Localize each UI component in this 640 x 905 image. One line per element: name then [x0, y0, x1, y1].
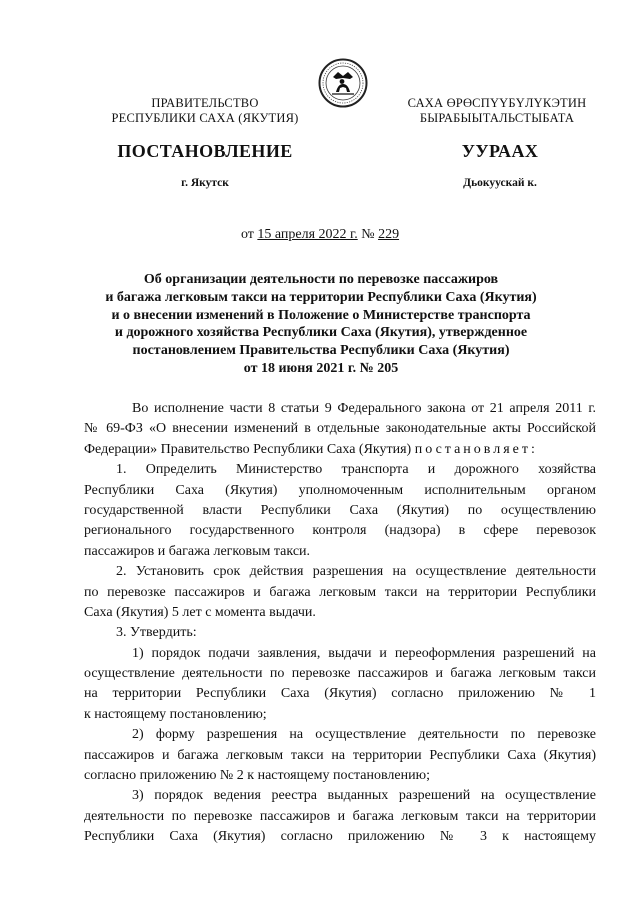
body-line: 2) форму разрешения на осуществление деятельности по перевозке — [132, 727, 596, 743]
city-ru: г. Якутск — [181, 177, 229, 189]
body-line: регионального государственного контроля (надзора) в сфере перевозок — [84, 523, 596, 539]
body-line: пассажиров и багажа легковым такси. — [84, 543, 311, 559]
doc-date: 15 апреля 2022 г. — [257, 227, 358, 242]
government-name-sah — [392, 96, 602, 126]
title-line: и дорожного хозяйства Республики Саха (Якутия), утвержденное — [114, 325, 528, 341]
government-name-ru — [96, 96, 314, 126]
document-number-line — [0, 227, 640, 243]
title-line: Об организации деятельности по перевозке пассажиров — [143, 272, 499, 287]
title-line: постановлением Правительства Республики Саха (Якутия) — [132, 343, 510, 359]
resolves-word: постановляет: — [414, 441, 538, 457]
city-sah: Дьокуускай к. — [463, 177, 537, 189]
body-line — [84, 440, 596, 460]
body-line: к настоящему постановлению; — [84, 706, 267, 722]
document-title — [80, 271, 562, 378]
body-line: по перевозке пассажиров и багажа легковым такси на территории Республики — [84, 584, 596, 600]
body-line: 1) порядок подачи заявления, выдачи и переоформления разрешений на — [132, 645, 596, 661]
body-line: 2. Установить срок действия разрешения на осуществление деятельности — [116, 564, 596, 580]
document-body — [84, 399, 596, 848]
intro-text: Федерации» Правительство Республики Саха (Якутия) — [84, 441, 412, 457]
body-line: 3) порядок ведения реестра выданных разрешений на осуществление — [132, 788, 596, 804]
body-line: Саха (Якутия) 5 лет с момента выдачи. — [84, 604, 316, 620]
government-name-ru-line1: ПРАВИТЕЛЬСТВО — [151, 96, 259, 110]
government-name-ru-line2: РЕСПУБЛИКИ САХА (ЯКУТИЯ) — [111, 111, 299, 125]
body-line: на территории Республики Саха (Якутия) согласно приложению № 1 — [84, 686, 596, 702]
body-line: государственной власти Республики Саха (Якутия) по осуществлению — [84, 502, 596, 518]
government-name-sah-line2: БЫРАБЫЫТАЛЬСТЫБАТА — [419, 111, 575, 125]
body-line: Республики Саха (Якутия) уполномоченным исполнительным органом — [84, 482, 596, 498]
body-line: Во исполнение части 8 статьи 9 Федерального закона от 21 апреля 2011 г. — [132, 401, 596, 416]
doc-number-sign: № — [361, 227, 375, 242]
title-line: и багажа легковым такси на территории Республики Саха (Якутия) — [105, 289, 537, 305]
title-line: и о внесении изменений в Положение о Министерстве транспорта — [111, 307, 531, 323]
sakha-coat-of-arms-icon — [318, 58, 368, 108]
doc-date-prefix: от — [240, 227, 254, 242]
body-line: № 69-ФЗ «О внесении изменений в отдельные законодательные акты Российской — [84, 421, 596, 437]
body-line: согласно приложению № 2 к настоящему постановлению; — [84, 768, 430, 784]
body-line: 1. Определить Министерство транспорта и дорожного хозяйства — [116, 462, 596, 478]
body-line: Республики Саха (Якутия) согласно приложению № 3 к настоящему — [84, 829, 596, 845]
doc-number: 229 — [378, 227, 400, 242]
body-line: 3. Утвердить: — [116, 625, 197, 641]
title-line: от 18 июня 2021 г. № 205 — [243, 360, 399, 376]
government-name-sah-line1: САХА ӨРӨСПҮҮБҮЛҮКЭТИН — [407, 96, 587, 110]
doc-type-sah: УУРААХ — [461, 141, 539, 161]
doc-type-ru: ПОСТАНОВЛЕНИЕ — [117, 141, 293, 161]
body-line: деятельности по перевозке пассажиров и багажа легковым такси на территории — [84, 808, 596, 824]
body-line: осуществление деятельности по перевозке пассажиров и багажа легковым такси — [84, 666, 596, 682]
body-line: пассажиров и багажа легковым такси на территории Республики Саха (Якутия) — [84, 747, 596, 763]
